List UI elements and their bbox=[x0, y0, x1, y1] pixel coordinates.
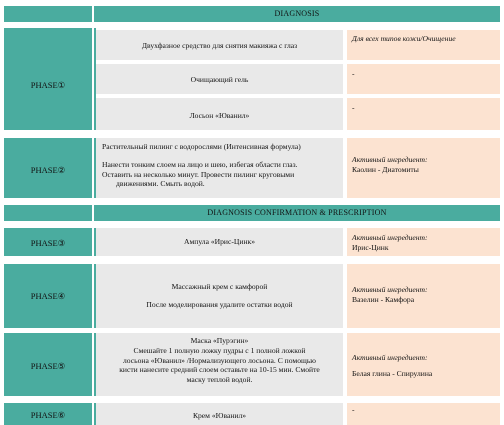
phase3-product-row bbox=[96, 228, 343, 256]
phase2-product-name: Растительный пилинг с водорослями (Интенсивная формула) bbox=[102, 142, 301, 151]
phase1-product-row-1 bbox=[96, 30, 343, 60]
phase5-ingredient: Белая глина - Спирулина bbox=[352, 368, 433, 378]
phase5-ingredient-row bbox=[347, 333, 500, 396]
phase5-instruction-4: маску теплой водой. bbox=[186, 375, 253, 385]
phase5-ingredient-title: Активный ингредиент: bbox=[352, 353, 428, 362]
confirmation-title: DIAGNOSIS CONFIRMATION & PRESCRIPTION bbox=[207, 208, 387, 217]
diagnosis-header-left bbox=[4, 6, 92, 22]
phase1-note-row-2 bbox=[347, 64, 500, 94]
confirmation-header-left bbox=[4, 205, 92, 221]
phase6-label: PHASE⑥ bbox=[30, 410, 66, 420]
phase5-product-name: Маска «Пурэгин» bbox=[190, 336, 249, 345]
phase3-cell bbox=[4, 228, 92, 256]
phase2-ingredient: Каолин - Диатомиты bbox=[352, 164, 419, 174]
phase1-product-row-3 bbox=[96, 98, 343, 130]
phase4-product-name: Массажный крем с камфорой bbox=[171, 282, 268, 291]
phase1-product-1: Двухфазное средство для снятия макияжа с глаз bbox=[141, 41, 298, 50]
phase3-ingredient-row bbox=[347, 228, 500, 256]
phase3-label: PHASE③ bbox=[30, 237, 66, 248]
phase5-instruction-3: кисти нанесите средний слоем оставьте на 10-15 мин. Смойте bbox=[119, 365, 320, 375]
phase5-instruction-1: Смешайте 1 полную ложку пудры с 1 полной ложкой bbox=[133, 345, 306, 355]
phase1-note-2: - bbox=[352, 69, 355, 78]
phase2-product-row bbox=[96, 138, 343, 198]
phase1-note-1: Для всех типов кожи/Очищение bbox=[352, 34, 456, 43]
phase1-product-2: Очищающий гель bbox=[190, 75, 249, 84]
phase3-product: Ампула «Ирис-Цинк» bbox=[183, 237, 255, 246]
diagnosis-title: DIAGNOSIS bbox=[274, 9, 320, 18]
phase2-label: PHASE② bbox=[30, 164, 66, 175]
phase4-label: PHASE④ bbox=[30, 290, 66, 301]
phase2-cell bbox=[4, 138, 92, 198]
phase2-instruction-1: Нанести тонким слоем на лицо и шею, избегая области глаз. bbox=[102, 159, 298, 169]
phase4-product-row bbox=[96, 264, 343, 328]
phase4-instruction: После моделирования удалите остатки водой bbox=[146, 299, 293, 309]
phase5-product-row bbox=[96, 333, 343, 396]
phase3-ingredient: Ирис-Цинк bbox=[352, 242, 389, 252]
phase5-instruction-2: лосьона «Юванил» /Нормализующего лосьона. С помощью bbox=[123, 355, 316, 365]
phase1-cell bbox=[4, 28, 92, 130]
phase6-cell bbox=[4, 403, 92, 425]
phase4-ingredient-title: Активный ингредиент: bbox=[352, 285, 428, 294]
phase6-note-row bbox=[347, 403, 500, 425]
phase5-cell bbox=[4, 333, 92, 396]
phase1-product-row-2 bbox=[96, 64, 343, 94]
phase1-label: PHASE① bbox=[30, 79, 66, 90]
phase2-instruction-3: движениями. Смыть водой. bbox=[116, 179, 205, 189]
phase1-note-row-3 bbox=[347, 98, 500, 130]
phase6-product-row bbox=[96, 403, 343, 425]
phase1-note-row-1 bbox=[347, 30, 500, 60]
diagnosis-header bbox=[94, 6, 500, 22]
phase1-product-3: Лосьон «Юванил» bbox=[189, 111, 250, 120]
phase1-note-3: - bbox=[352, 103, 355, 112]
confirmation-header bbox=[94, 205, 500, 221]
phase2-ingredient-title: Активный ингредиент: bbox=[352, 155, 428, 164]
phase5-label: PHASE⑤ bbox=[30, 361, 66, 371]
phase6-product: Крем «Юванил» bbox=[192, 411, 247, 420]
phase6-note: - bbox=[352, 405, 355, 414]
phase4-cell bbox=[4, 264, 92, 328]
phase3-ingredient-title: Активный ингредиент: bbox=[352, 233, 428, 242]
phase4-ingredient-row bbox=[347, 264, 500, 328]
phase4-ingredient: Вазелин - Камфора bbox=[352, 294, 415, 304]
phase2-instruction-2: Оставить на несколько минут. Провести пилинг круговыми bbox=[102, 169, 295, 179]
phase2-ingredient-row bbox=[347, 138, 500, 198]
